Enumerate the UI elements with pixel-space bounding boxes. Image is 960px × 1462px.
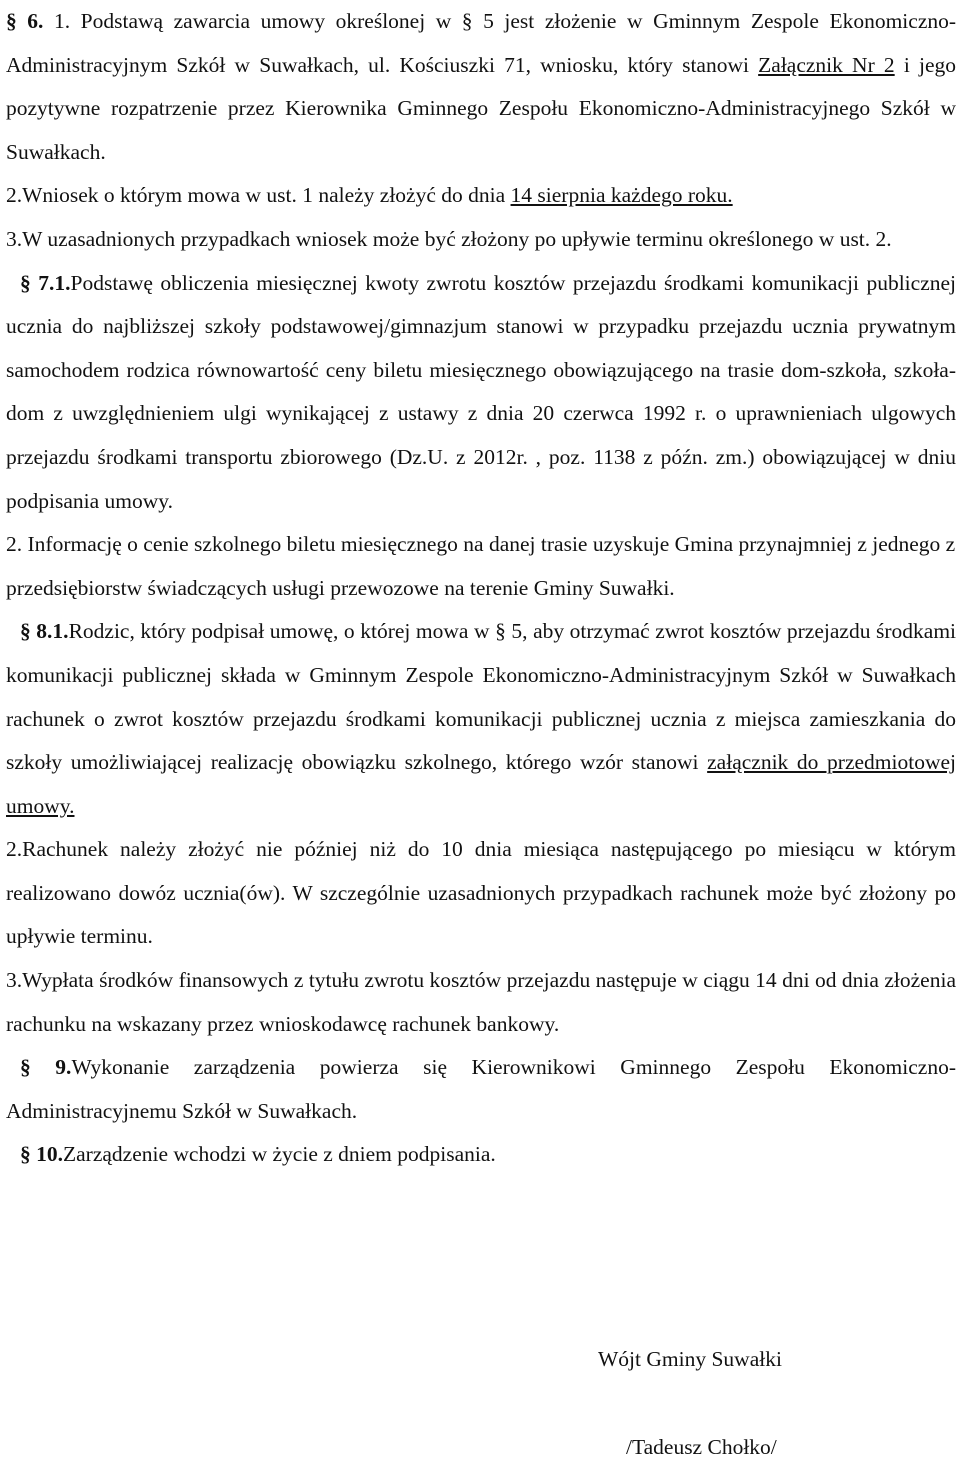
deadline-text: 14 sierpnia każdego roku. xyxy=(510,183,733,208)
section-6-paragraph-3: 3.W uzasadnionych przypadkach wniosek może być złożony po upływie terminu określonego w ust. 2. xyxy=(6,226,892,251)
section-7-number: § 7.1. xyxy=(20,270,71,295)
section-8-p1-text: Rodzic, który podpisał umowę, o której mowa w § 5, aby otrzymać zwrot kosztów przejazdu środkami komunikacji publicznej składa w Gminnym Zespole Ekonomiczno-Administracyjnym Szkół w Suwałkach rachunek o zwrot kosztów przejazdu środkami komunikacji publicznej ucznia z miejsca zamieszkania do szkoły umożliwiającej realizację obowiązku szkolnego, którego wzór stanowi xyxy=(6,619,957,775)
section-10-number: § 10. xyxy=(20,1142,63,1167)
section-7-paragraph-1 xyxy=(6,262,956,524)
section-6-p1-tail: i jego pozytywne rozpatrzenie przez Kierownika Gminnego Zespołu Ekonomiczno-Administracyjnego Szkół w Suwałkach. xyxy=(6,52,956,164)
section-10-text: Zarządzenie wchodzi w życie z dniem podpisania. xyxy=(63,1142,496,1167)
signature-name: /Tadeusz Chołko/ xyxy=(626,1435,777,1459)
section-7 xyxy=(6,262,956,611)
section-6-number: § 6. xyxy=(6,9,44,33)
document-page xyxy=(6,0,956,1177)
section-8-paragraph-3: 3.Wypłata środków finansowych z tytułu zwrotu kosztów przejazdu następuje w ciągu 14 dni od dnia złożenia rachunku na wskazany przez wnioskodawcę rachunek bankowy. xyxy=(6,968,956,1036)
section-8-paragraph-2: 2.Rachunek należy złożyć nie później niż do 10 dnia miesiąca następującego po miesiącu w którym realizowano dowóz ucznia(ów). W szczególnie uzasadnionych przypadkach rachunek może być złożony po upływie terminu. xyxy=(6,837,956,949)
attachment-2-link[interactable]: Załącznik Nr 2 xyxy=(758,52,895,77)
section-8-paragraph-1 xyxy=(6,610,956,828)
section-9-number: § 9. xyxy=(20,1055,72,1080)
section-6 xyxy=(6,0,956,262)
section-6-paragraph-2 xyxy=(6,174,956,218)
signature-title: Wójt Gminy Suwałki xyxy=(598,1347,782,1371)
section-8 xyxy=(6,610,956,1046)
section-7-paragraph-2: 2. Informację o cenie szkolnego biletu miesięcznego na danej trasie uzyskuje Gmina przynajmniej z jednego z przedsiębiorstw świadczących usługi przewozowe na terenie Gminy Suwałki. xyxy=(6,532,956,600)
section-6-paragraph-1 xyxy=(6,0,956,174)
section-7-p1-text: Podstawę obliczenia miesięcznej kwoty zwrotu kosztów przejazdu środkami komunikacji publicznej ucznia do najbliższej szkoły podstawowej/gimnazjum stanowi w przypadku przejazdu ucznia prywatnym samochodem rodzica równowartość ceny biletu miesięcznego obowiązującego na trasie dom-szkoła, szkoła-dom z uwzględnieniem ulgi wynikającej z ustawy z dnia 20 czerwca 1992 r. o uprawnieniach ulgowych przejazdu środkami transportu zbiorowego (Dz.U. z 2012r. , poz. 1138 z późn. zm.) obowiązującej w dniu podpisania umowy. xyxy=(6,270,957,513)
section-9-text: Wykonanie zarządzenia powierza się Kierownikowi Gminnego Zespołu Ekonomiczno-Administracyjnemu Szkół w Suwałkach. xyxy=(6,1055,957,1123)
agreement-attachment-link[interactable]: załącznik do przedmiotowej umowy. xyxy=(6,750,956,818)
section-6-p1-text: 1. Podstawą zawarcia umowy określonej w § 5 jest złożenie w Gminnym Zespole Ekonomiczno-Administracyjnym Szkół w Suwałkach, ul. Kościuszki 71, wniosku, który stanowi xyxy=(6,9,957,77)
section-6-p2-text: 2.Wniosek o którym mowa w ust. 1 należy złożyć do dnia xyxy=(6,183,511,208)
section-9 xyxy=(6,1046,956,1133)
section-8-number: § 8.1. xyxy=(20,619,69,644)
section-10 xyxy=(6,1133,956,1177)
